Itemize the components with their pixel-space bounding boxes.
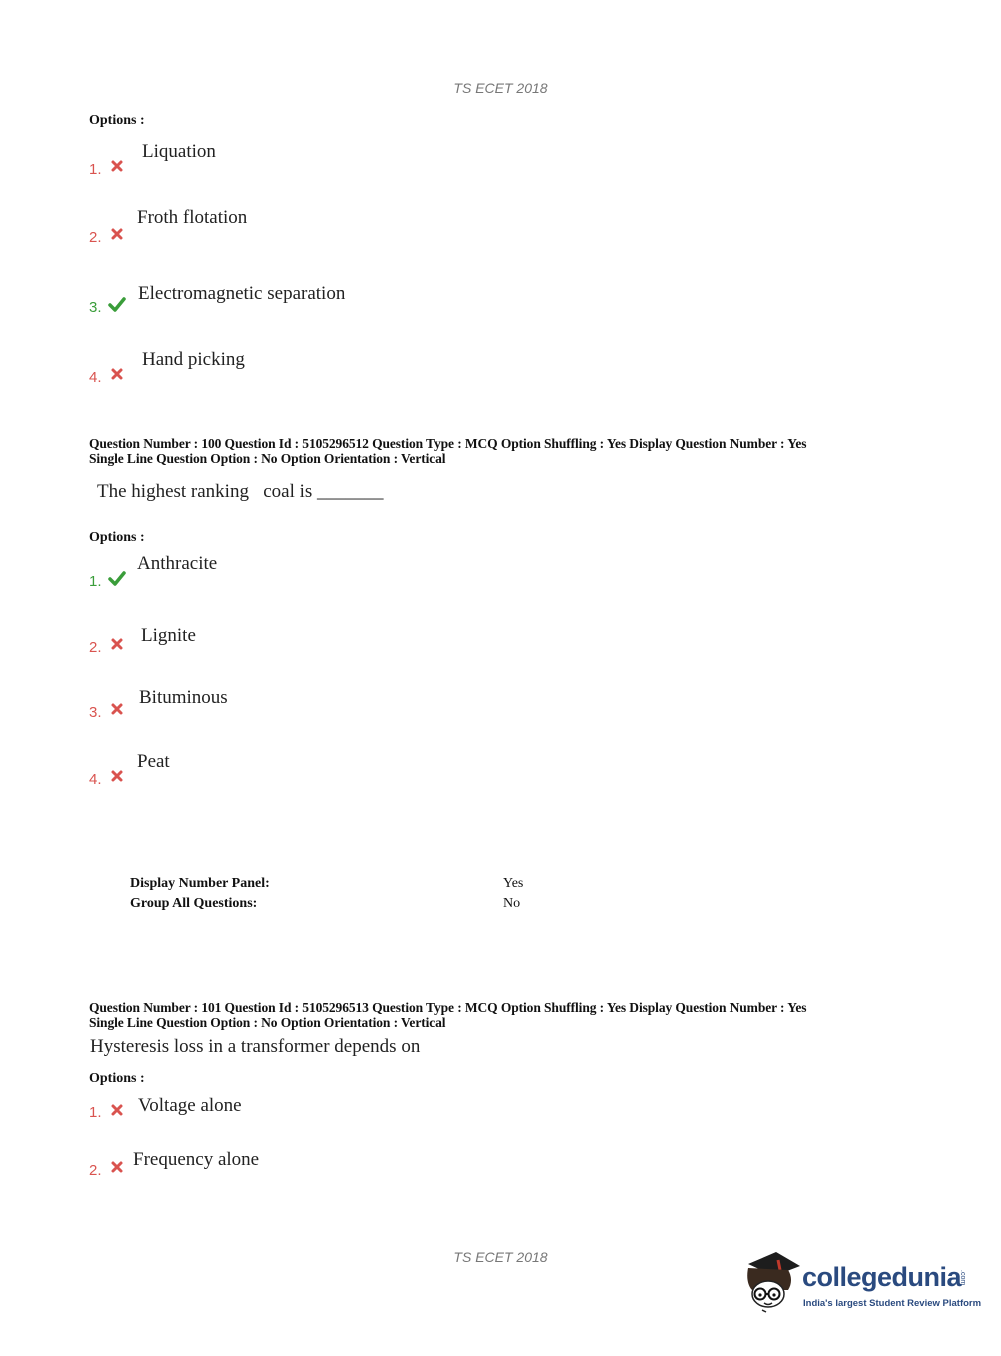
option-text: Froth flotation (137, 207, 248, 228)
page-header: TS ECET 2018 (453, 80, 548, 96)
option-text: Liquation (142, 141, 216, 162)
question-meta-line2: Single Line Question Option : No Option Orientation : Vertical (89, 1015, 446, 1030)
logo-tagline: India's largest Student Review Platform (803, 1298, 982, 1309)
cross-icon (110, 769, 124, 783)
option-text: Hand picking (142, 349, 245, 370)
option-number: 1. (89, 161, 102, 178)
cross-icon (110, 702, 124, 716)
collegedunia-logo (742, 1248, 982, 1318)
check-icon (108, 570, 126, 586)
logo-wordmark: collegedunia (802, 1262, 962, 1292)
question-text: Hysteresis loss in a transformer depends on (90, 1036, 421, 1057)
cross-icon (110, 367, 124, 381)
options-label: Options : (89, 1071, 145, 1086)
option-text: Frequency alone (133, 1149, 260, 1170)
check-icon (108, 296, 126, 312)
option-text: Lignite (141, 625, 196, 646)
option-text: Bituminous (139, 687, 228, 708)
question-meta (89, 436, 806, 466)
cross-icon (110, 1160, 124, 1174)
cross-icon (110, 159, 124, 173)
option-number: 3. (89, 299, 102, 316)
options-label: Options : (89, 530, 145, 545)
display-number-panel-value: Yes (503, 876, 524, 891)
question-meta-line1: Question Number : 100 Question Id : 5105296512 Question Type : MCQ Option Shuffling : Yes Display Question Number : Yes (89, 436, 807, 451)
option-text: Voltage alone (138, 1095, 242, 1116)
option-text: Electromagnetic separation (138, 283, 346, 304)
group-all-questions-value: No (503, 896, 521, 911)
mascot-icon (742, 1248, 802, 1314)
option-text: Peat (137, 751, 170, 772)
option-text: Anthracite (137, 553, 218, 574)
display-number-panel-label: Display Number Panel: (130, 876, 270, 891)
option-number: 4. (89, 771, 102, 788)
page-footer: TS ECET 2018 (453, 1249, 548, 1265)
cross-icon (110, 637, 124, 651)
option-number: 1. (89, 573, 102, 590)
group-all-questions-label: Group All Questions: (130, 896, 258, 911)
logo-suffix: .com (959, 1270, 966, 1286)
question-meta (89, 1000, 806, 1030)
options-label: Options : (89, 113, 145, 128)
option-number: 2. (89, 229, 102, 246)
question-meta-line1: Question Number : 101 Question Id : 5105296513 Question Type : MCQ Option Shuffling : Yes Display Question Number : Yes (89, 1000, 807, 1015)
option-number: 3. (89, 704, 102, 721)
option-number: 2. (89, 639, 102, 656)
option-number: 1. (89, 1104, 102, 1121)
option-number: 2. (89, 1162, 102, 1179)
question-text: The highest ranking coal is _______ (97, 481, 384, 502)
question-meta-line2: Single Line Question Option : No Option Orientation : Vertical (89, 451, 446, 466)
cross-icon (110, 1103, 124, 1117)
cross-icon (110, 227, 124, 241)
option-number: 4. (89, 369, 102, 386)
